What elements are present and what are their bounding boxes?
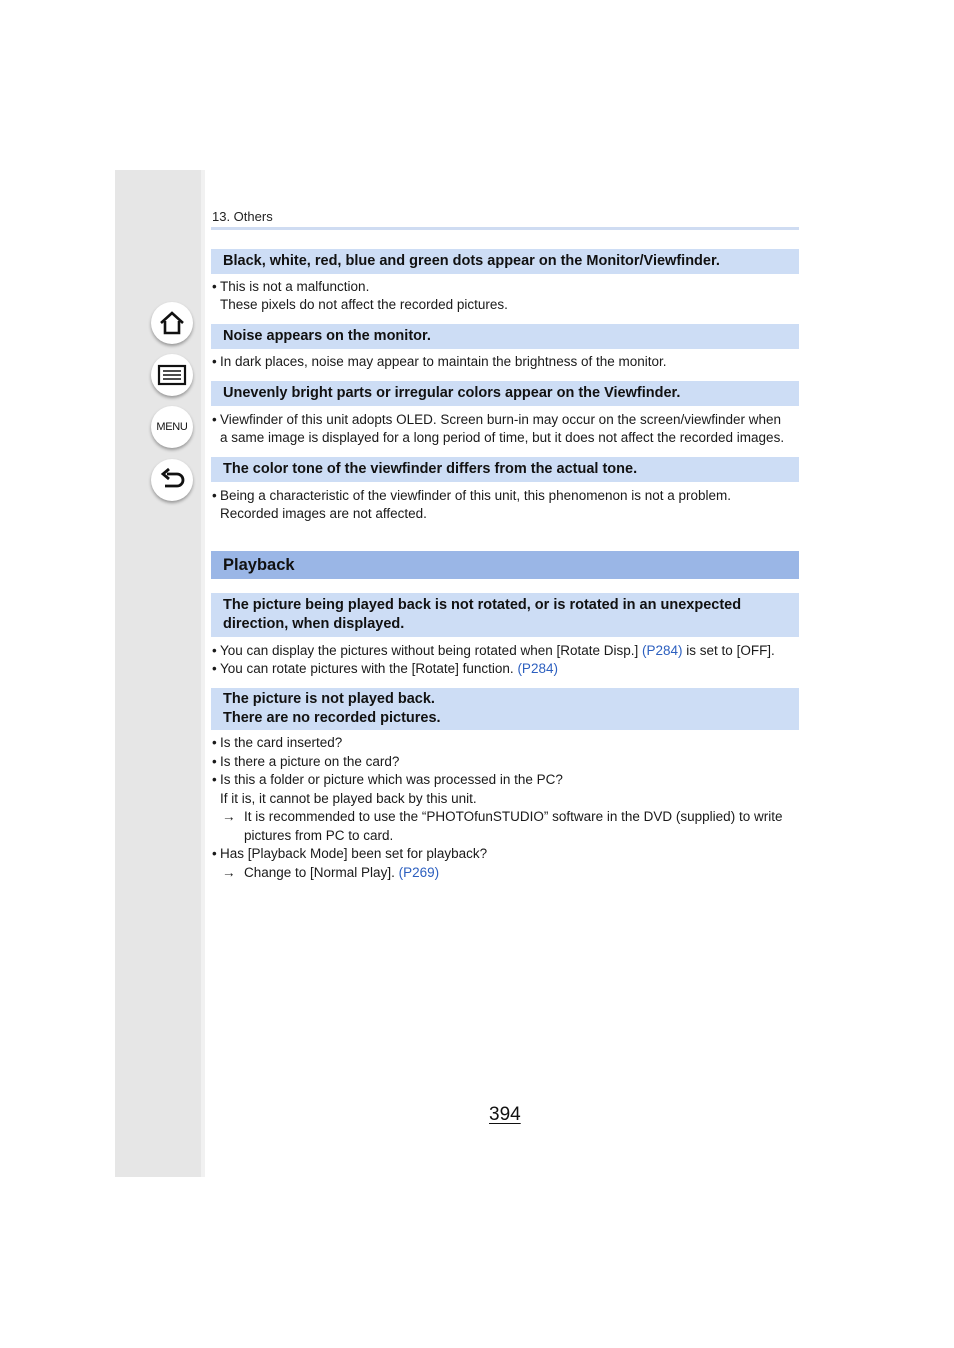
topic-header [211, 324, 799, 349]
topic-header-text: The picture is not played back. [223, 691, 435, 707]
header-rule [211, 227, 799, 230]
list-icon [157, 363, 187, 387]
topic-header [211, 381, 799, 406]
contents-button[interactable] [151, 354, 193, 396]
topic-header-text: Unevenly bright parts or irregular colors appear on the Viewfinder. [223, 385, 681, 401]
page-link[interactable]: (P284) [642, 643, 683, 658]
topic-header [211, 688, 799, 730]
bullet: • [212, 754, 217, 769]
topic-header [211, 457, 799, 482]
body-line: Has [Playback Mode] been set for playback? [220, 846, 488, 861]
body-line: Recorded images are not affected. [220, 506, 427, 521]
home-icon [158, 309, 186, 337]
topic-header-text: Black, white, red, blue and green dots appear on the Monitor/Viewfinder. [223, 253, 720, 269]
bullet: • [212, 846, 217, 861]
bullet: • [212, 772, 217, 787]
bullet: • [212, 354, 217, 369]
page-link[interactable]: (P269) [398, 865, 440, 880]
body-line-text: Change to [Normal Play]. [244, 865, 399, 880]
body-line: In dark places, noise may appear to maintain the brightness of the monitor. [220, 354, 667, 369]
bullet: • [212, 412, 217, 427]
body-line: Is the card inserted? [220, 735, 343, 750]
body-line [220, 643, 775, 659]
menu-button[interactable] [151, 406, 193, 448]
page-number: 394 [489, 1104, 521, 1125]
body-line: a same image is displayed for a long period of time, but it does not affect the recorded images. [220, 430, 785, 445]
bullet: • [212, 488, 217, 503]
breadcrumb: 13. Others [212, 209, 273, 224]
body-line: This is not a malfunction. [220, 279, 370, 294]
body-line: Being a characteristic of the viewfinder of this unit, this phenomenon is not a problem. [220, 488, 732, 503]
back-button[interactable] [151, 459, 193, 501]
back-arrow-icon [158, 467, 186, 493]
body-line [244, 865, 439, 881]
body-line [220, 661, 558, 677]
body-line-text: is set to [OFF]. [682, 643, 775, 658]
topic-header [211, 593, 799, 637]
bullet: • [212, 735, 217, 750]
bullet: • [212, 643, 217, 658]
home-button[interactable] [151, 302, 193, 344]
bullet: • [212, 661, 217, 676]
body-line: It is recommended to use the “PHOTOfunSTUDIO” software in the DVD (supplied) to write [244, 809, 783, 824]
topic-header-text: Noise appears on the monitor. [223, 328, 431, 344]
sidebar-edge [201, 170, 205, 1177]
topic-header-text: The picture being played back is not rotated, or is rotated in an unexpected [223, 597, 742, 613]
arrow-marker: → [222, 865, 236, 880]
section-title-text: Playback [223, 555, 295, 574]
section-title [211, 551, 799, 579]
arrow-marker: → [222, 809, 236, 824]
body-line-text: You can display the pictures without being rotated when [Rotate Disp.] [220, 643, 643, 658]
body-line: Viewfinder of this unit adopts OLED. Screen burn-in may occur on the screen/viewfinder when [220, 412, 782, 427]
page-link[interactable]: (P284) [517, 661, 558, 676]
menu-label: MENU [156, 421, 188, 433]
topic-header-text: direction, when displayed. [223, 616, 405, 632]
bullet: • [212, 279, 217, 294]
topic-header [211, 249, 799, 274]
body-line: These pixels do not affect the recorded pictures. [220, 297, 508, 312]
body-line: If it is, it cannot be played back by this unit. [220, 791, 477, 806]
body-line-text: You can rotate pictures with the [Rotate] function. [220, 661, 518, 676]
body-line: Is there a picture on the card? [220, 754, 400, 769]
body-line: Is this a folder or picture which was processed in the PC? [220, 772, 563, 787]
topic-header-text: The color tone of the viewfinder differs from the actual tone. [223, 461, 638, 477]
topic-header-text: There are no recorded pictures. [223, 710, 441, 726]
body-line: pictures from PC to card. [244, 828, 394, 843]
